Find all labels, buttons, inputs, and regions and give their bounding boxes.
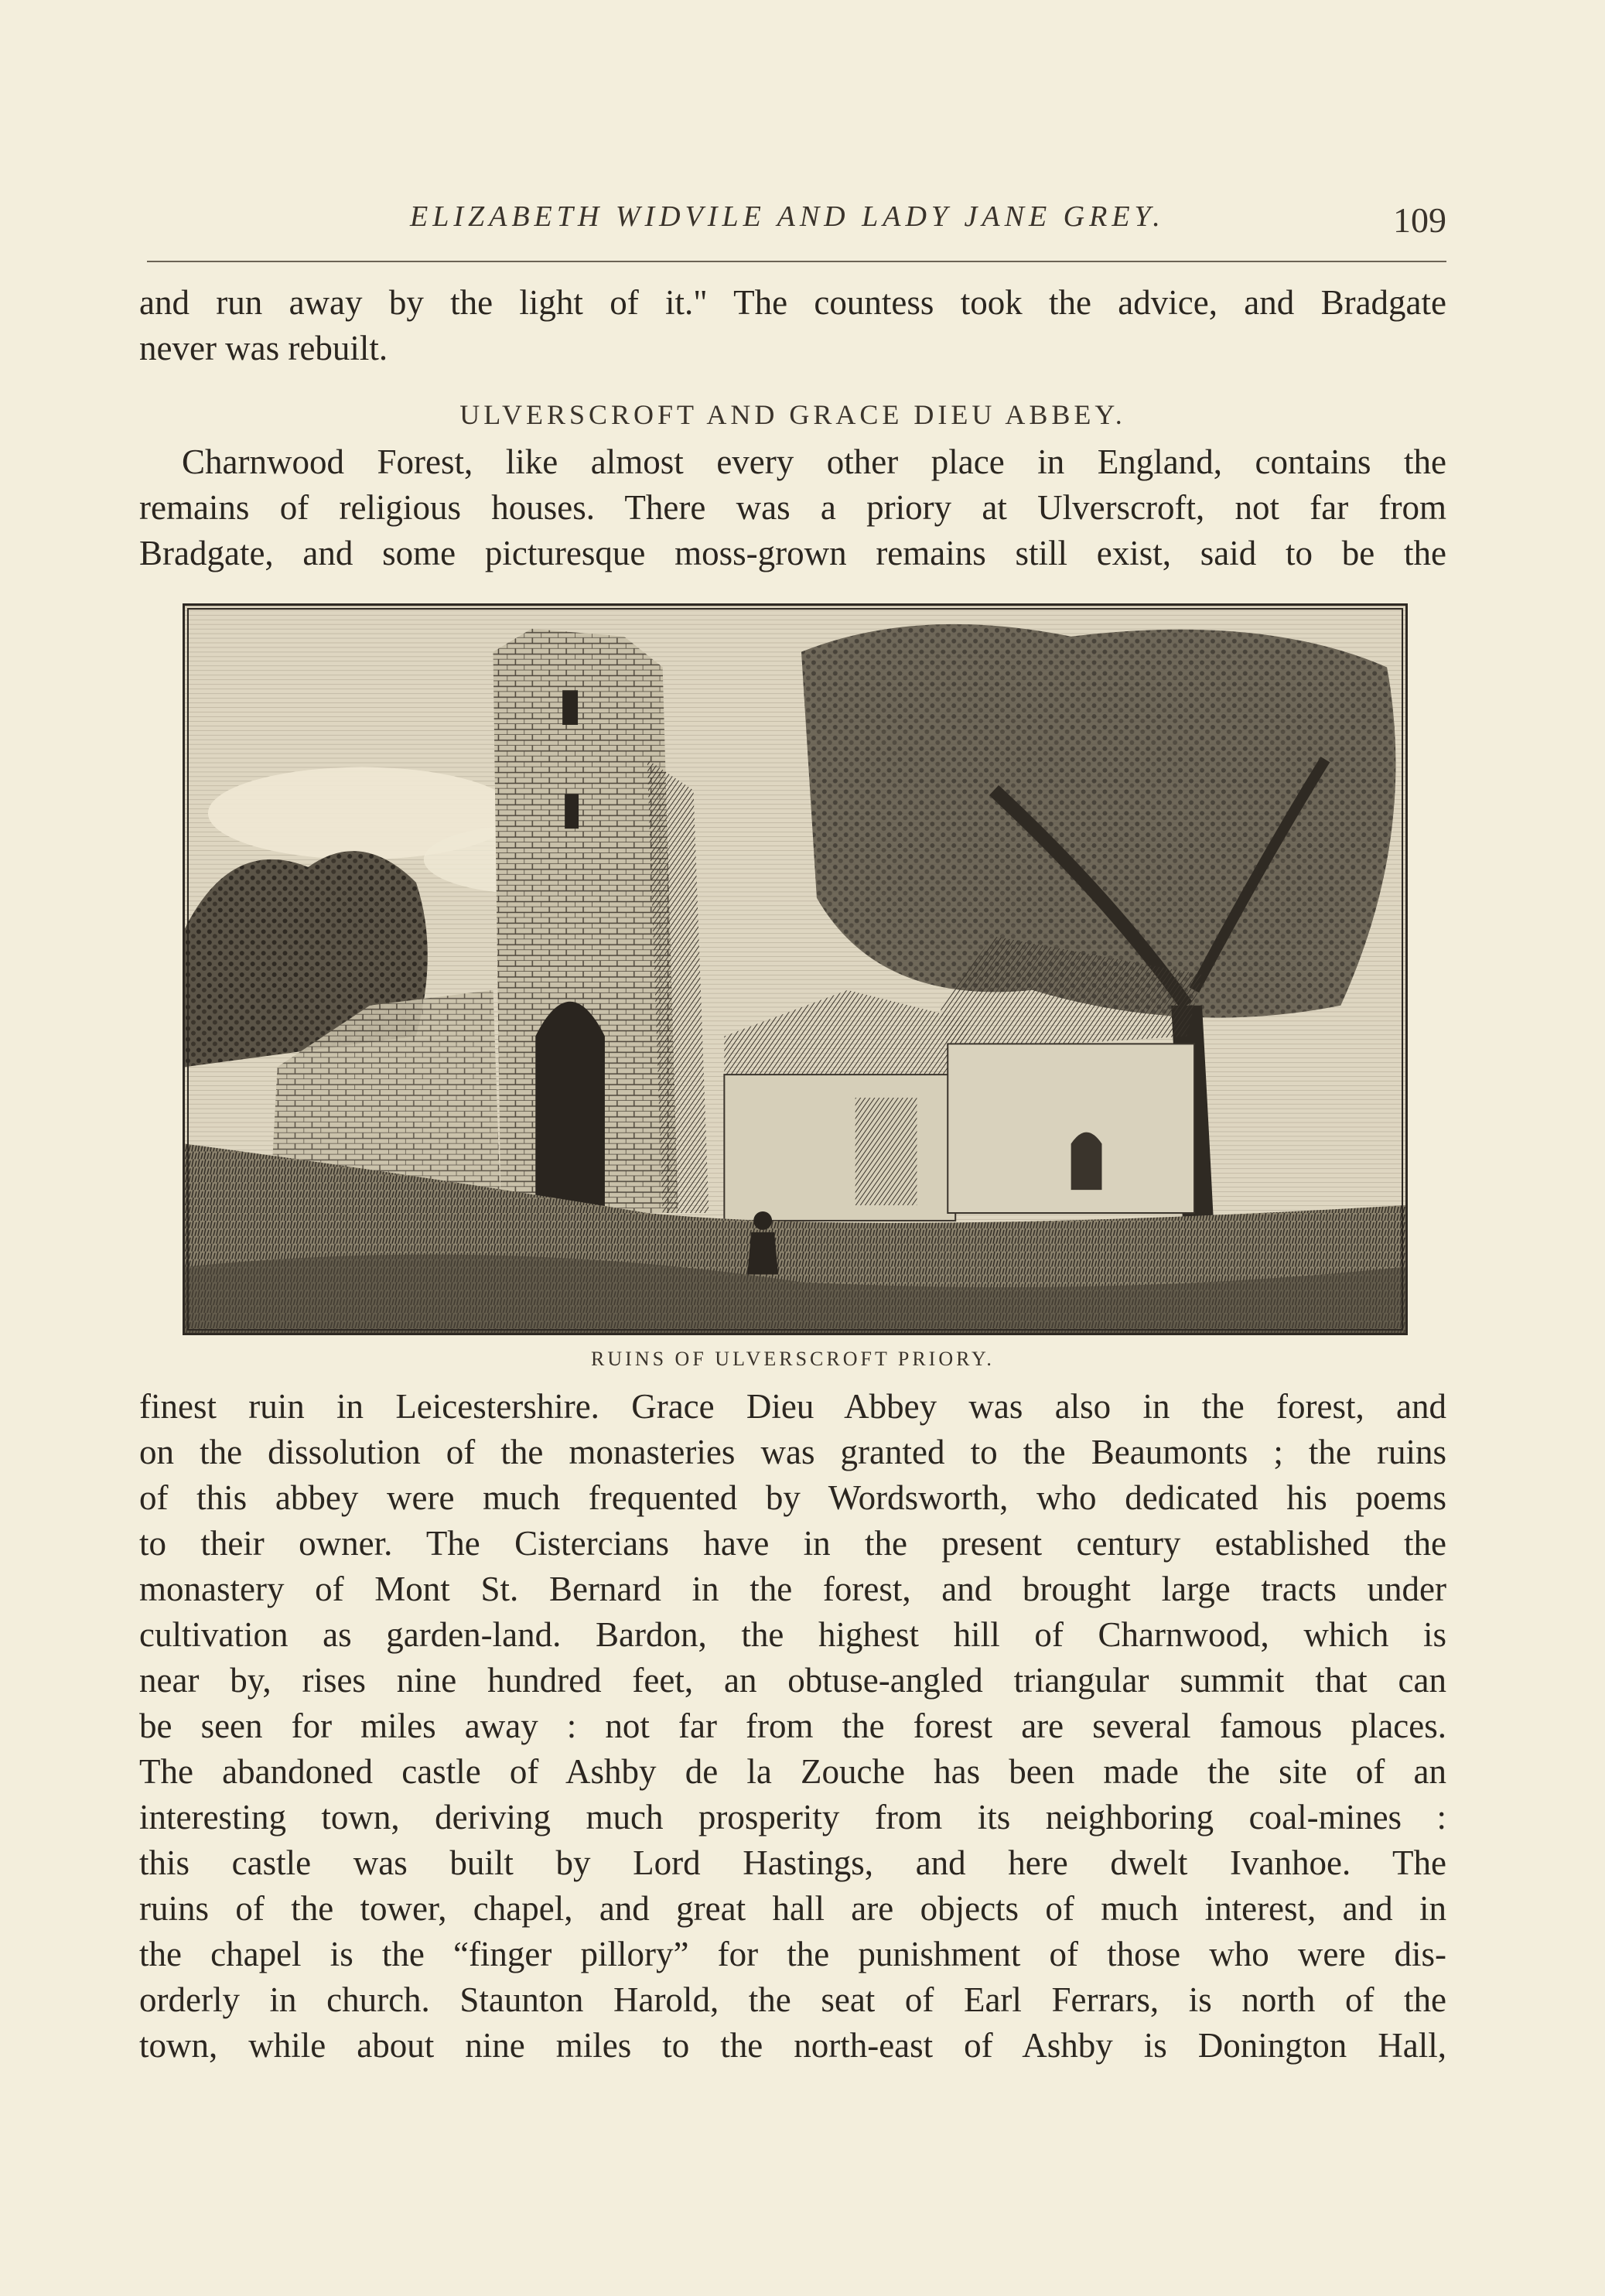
section-heading: ULVERSCROFT AND GRACE DIEU ABBEY.	[459, 399, 1126, 430]
intro-paragraph	[139, 280, 1446, 371]
header-rule	[147, 261, 1446, 262]
text-line: Bradgate, and some picturesque moss-grown remains still exist, said to be the	[139, 534, 1446, 572]
text-line: ruins of the tower, chapel, and great hall are objects of much interest, and in	[139, 1889, 1446, 1928]
text-line: monastery of Mont St. Bernard in the forest, and brought large tracts under	[139, 1570, 1446, 1608]
text-line: The abandoned castle of Ashby de la Zouche has been made the site of an	[139, 1752, 1446, 1791]
text-line: this castle was built by Lord Hastings, and here dwelt Ivanhoe. The	[139, 1843, 1446, 1882]
text-line: the chapel is the “finger pillory” for the punishment of those who were dis-	[139, 1935, 1446, 1973]
text-line: to their owner. The Cistercians have in the present century established the	[139, 1524, 1446, 1563]
text-line: of this abbey were much frequented by Wordsworth, who dedicated his poems	[139, 1478, 1446, 1517]
body-paragraph	[139, 1384, 1446, 2069]
text-line: cultivation as garden-land. Bardon, the highest hill of Charnwood, which is	[139, 1615, 1446, 1654]
text-line: orderly in church. Staunton Harold, the seat of Earl Ferrars, is north of the	[139, 1980, 1446, 2019]
text-line: and run away by the light of it." The countess took the advice, and Bradgate	[139, 283, 1446, 322]
text-line: interesting town, deriving much prosperity from its neighboring coal-mines :	[139, 1798, 1446, 1836]
priory-ruins-engraving	[185, 606, 1405, 1333]
text-line: town, while about nine miles to the north-east of Ashby is Donington Hall,	[139, 2026, 1446, 2065]
text-line: Charnwood Forest, like almost every other place in England, contains the	[182, 442, 1446, 481]
text-line: never was rebuilt.	[139, 329, 388, 367]
text-line: be seen for miles away : not far from the forest are several famous places.	[139, 1707, 1446, 1745]
text-line: remains of religious houses. There was a priory at Ulverscroft, not far from	[139, 488, 1446, 527]
running-title: ELIZABETH WIDVILE AND LADY JANE GREY.	[410, 200, 1165, 233]
text-line: near by, rises nine hundred feet, an obtuse-angled triangular summit that can	[139, 1661, 1446, 1700]
engraving-illustration	[183, 603, 1408, 1335]
page-number: 109	[1393, 200, 1446, 240]
text-line: on the dissolution of the monasteries was granted to the Beaumonts ; the ruins	[139, 1433, 1446, 1471]
section-paragraph	[139, 439, 1446, 576]
text-line: finest ruin in Leicestershire. Grace Dieu Abbey was also in the forest, and	[139, 1387, 1446, 1426]
running-head	[139, 200, 1446, 246]
figure-caption: RUINS OF ULVERSCROFT PRIORY.	[591, 1348, 995, 1370]
